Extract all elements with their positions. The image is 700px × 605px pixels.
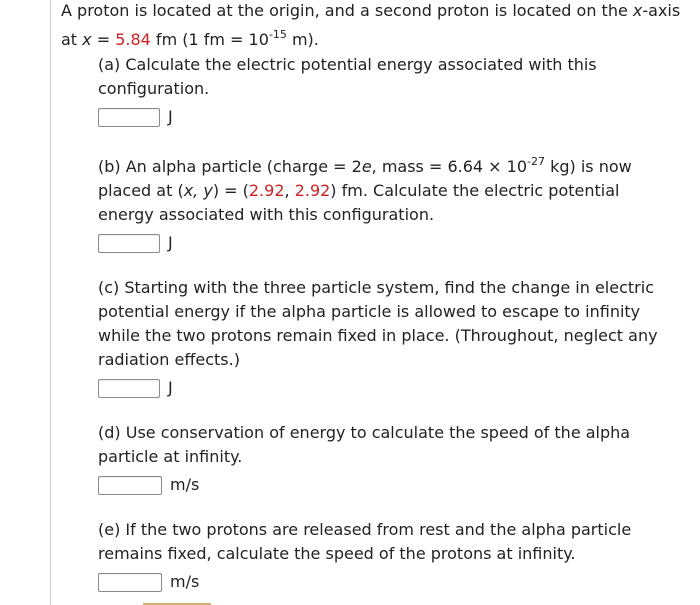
x-position-value: 5.84 bbox=[115, 30, 151, 49]
part-e-unit: m/s bbox=[170, 572, 200, 591]
part-a-unit: J bbox=[168, 107, 173, 126]
part-d bbox=[98, 421, 673, 497]
part-e bbox=[98, 518, 673, 594]
part-a-answer-input[interactable] bbox=[98, 108, 160, 127]
part-b-question: (b) An alpha particle (charge = 2e, mass = $6.64 \times 10^{-27}$ kg) is now placed at (x, y) = (2.92, 2.92) fm. Calculate the electric potential energy associated with this configuration. bbox=[98, 154, 632, 224]
part-e-answer-input[interactable] bbox=[98, 573, 162, 592]
part-d-question: (d) Use conservation of energy to calculate the speed of the alpha particle at infinity. bbox=[98, 423, 631, 466]
part-a-answer-row bbox=[98, 105, 673, 129]
part-b-answer-row bbox=[98, 231, 673, 255]
alpha-x-value: 2.92 bbox=[248, 181, 285, 200]
problem-intro: A proton is located at the origin, and a second proton is located on the x-axis at x = 5.84 fm (1 fm = $10^{-15}$ m). bbox=[61, 1, 681, 49]
part-b-answer-input[interactable] bbox=[98, 234, 160, 253]
part-a bbox=[98, 53, 673, 129]
part-c-answer-input[interactable] bbox=[98, 379, 160, 398]
part-a-question: (a) Calculate the electric potential energy associated with this configuration. bbox=[98, 55, 597, 98]
part-c-unit: J bbox=[168, 378, 173, 397]
alpha-y-value: 2.92 bbox=[294, 181, 331, 200]
part-e-question: (e) If the two protons are released from rest and the alpha particle remains fixed, calculate the speed of the protons at infinity. bbox=[98, 520, 632, 563]
part-d-answer-input[interactable] bbox=[98, 476, 162, 495]
part-d-unit: m/s bbox=[170, 475, 200, 494]
part-c bbox=[98, 276, 673, 400]
part-b bbox=[98, 155, 673, 255]
part-e-answer-row bbox=[98, 570, 673, 594]
part-c-question: (c) Starting with the three particle system, find the change in electric potential energy if the alpha particle is allowed to escape to infinity while the two protons remain fixed in place. (Throughout, neglect any radiation effects.) bbox=[98, 278, 658, 369]
part-d-answer-row bbox=[98, 473, 673, 497]
left-border bbox=[50, 0, 51, 605]
part-b-unit: J bbox=[168, 233, 173, 252]
part-c-answer-row bbox=[98, 376, 673, 400]
